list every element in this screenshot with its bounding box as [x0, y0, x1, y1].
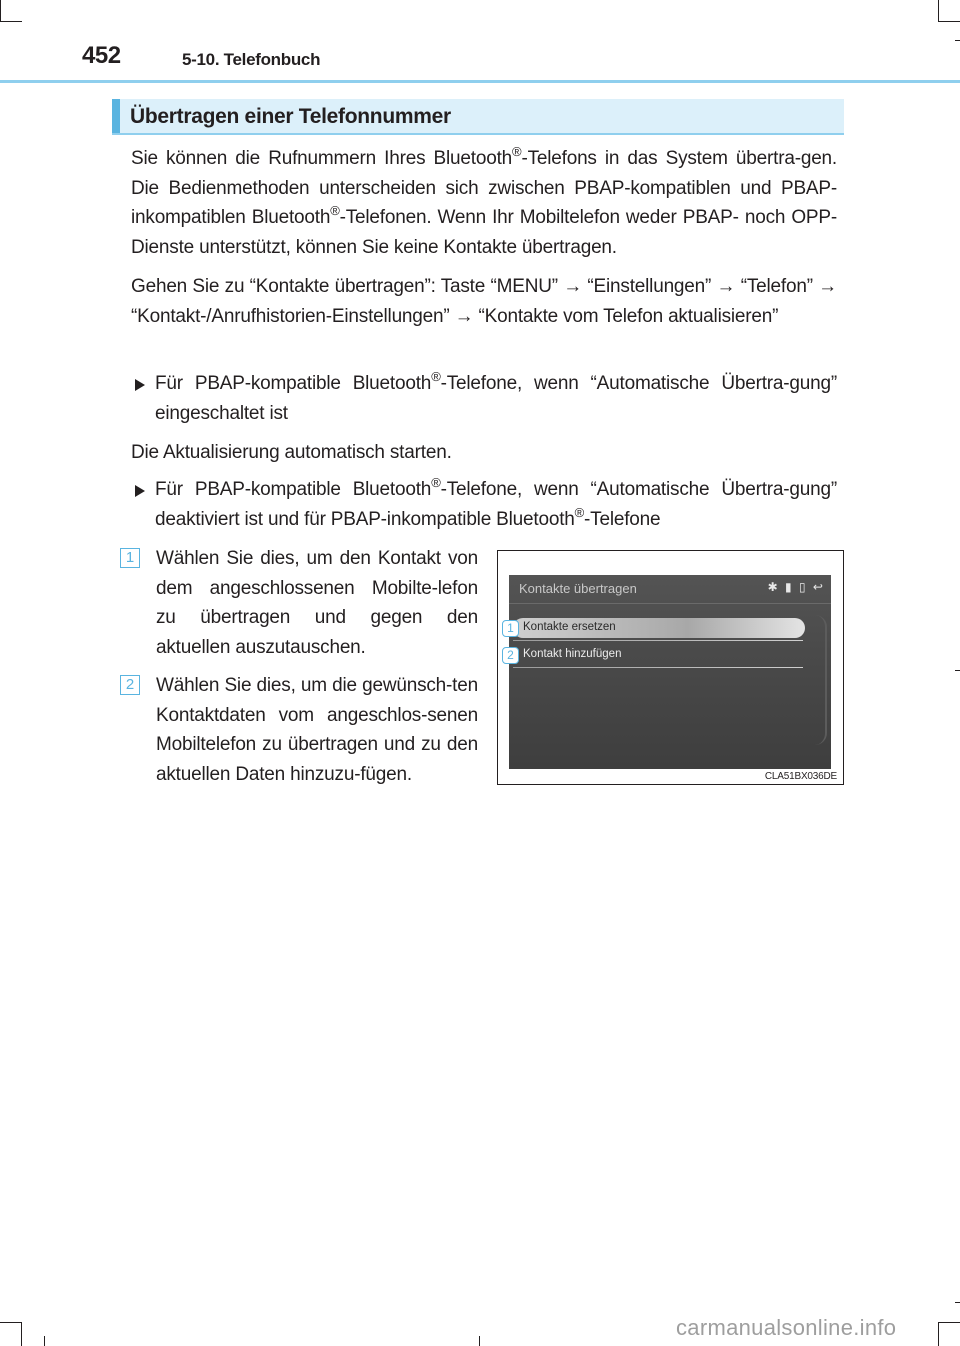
bullet-arrow-icon: [135, 485, 145, 497]
watermark: carmanualsonline.info: [676, 1315, 897, 1340]
bullet-arrow-icon: [135, 379, 145, 391]
row-divider: [513, 640, 803, 641]
crop-mark: [0, 21, 22, 22]
section-accent-bar: [112, 99, 120, 133]
row-divider: [513, 667, 803, 668]
intro-paragraph: [131, 144, 837, 262]
item-add-description: Wählen Sie dies, um die gewünsch-ten Kontaktdaten vom angeschlos-senen Mobiltelefon zu übertragen und zu den aktuellen Daten hinzuzu-fügen.: [156, 675, 478, 785]
crop-mark: [0, 1322, 22, 1323]
crop-mark: [21, 1322, 22, 1346]
intro-text-2: -Telefons in das System übertra-gen. Die Bedienmethoden unterscheiden sich zwischen PBAP-kompatiblen und PBAP-inkompatiblen Bluetooth: [131, 148, 838, 229]
bullet2-text-2: -Telefone, wenn “Automatische Übertra-gung” deaktiviert ist und für PBAP-inkompatible Bluetooth: [155, 479, 837, 530]
crop-mark: [938, 1322, 939, 1346]
screen-divider: [509, 603, 831, 604]
option-replace-contacts[interactable]: Kontakte ersetzen: [523, 621, 616, 633]
screen-title: Kontakte übertragen: [519, 581, 637, 596]
page-number: 452: [82, 42, 121, 69]
crop-mark: [479, 1336, 480, 1346]
registered-mark: ®: [431, 475, 441, 490]
bullet2-text-3: -Telefone: [584, 508, 661, 530]
section-heading: [112, 99, 844, 135]
scroll-arc: [815, 615, 827, 745]
item-number-badge: 1: [120, 548, 140, 568]
intro-text-1: Sie können die Rufnummern Ihres Bluetooth: [131, 148, 513, 169]
callout-badge: 2: [502, 647, 519, 664]
intro-text-3: -Telefonen. Wenn Ihr Mobiltelefon weder PBAP- noch OPP-Dienste unterstützt, können Sie keine Kontakte übertragen.: [131, 207, 837, 258]
crop-mark: [938, 1322, 960, 1323]
crop-mark: [44, 1336, 45, 1346]
crop-mark: [955, 1302, 960, 1303]
navigation-paragraph: Gehen Sie zu “Kontakte übertragen”: Taste “MENU” → “Einstellungen” → “Telefon” → “Kontakt-/Anrufhistorien-Einstellungen” → “Kontakte vom Telefon aktualisieren”: [131, 276, 837, 327]
callout-badge: 1: [502, 620, 519, 637]
bullet1-text-1: Für PBAP-kompatible Bluetooth: [155, 373, 432, 394]
registered-mark: ®: [574, 504, 585, 520]
header-rule: [0, 80, 960, 83]
bullet2-text-1: Für PBAP-kompatible Bluetooth: [155, 479, 432, 500]
crop-mark: [955, 40, 960, 41]
display-screen: [509, 575, 831, 769]
registered-mark: ®: [330, 203, 340, 219]
option-add-contact[interactable]: Kontakt hinzufügen: [523, 648, 622, 660]
bullet1-text-2: -Telefone, wenn “Automatische Übertra-gung” eingeschaltet ist: [155, 373, 837, 424]
registered-mark: ®: [512, 144, 522, 159]
bullet-auto-off: [155, 475, 837, 534]
crop-mark: [955, 670, 960, 671]
bullet-auto-on: [155, 369, 837, 428]
figure-code: CLA51BX036DE: [764, 771, 837, 782]
item-replace-description: Wählen Sie dies, um den Kontakt von dem angeschlossenen Mobilte-lefon zu übertragen und gegen den aktuellen auszutauschen.: [156, 548, 478, 658]
crop-mark: [0, 0, 1, 22]
crop-mark: [938, 0, 939, 22]
section-title: Übertragen einer Telefonnummer: [130, 105, 451, 128]
item-number-badge: 2: [120, 675, 140, 695]
registered-mark: ®: [431, 369, 441, 384]
chapter-title: 5-10. Telefonbuch: [182, 50, 321, 69]
crop-mark: [938, 21, 960, 22]
screen-figure: [497, 550, 844, 785]
auto-update-text: Die Aktualisierung automatisch starten.: [131, 442, 452, 463]
status-bar-icons: ✱ ▮ ▯ ↩: [767, 580, 825, 594]
